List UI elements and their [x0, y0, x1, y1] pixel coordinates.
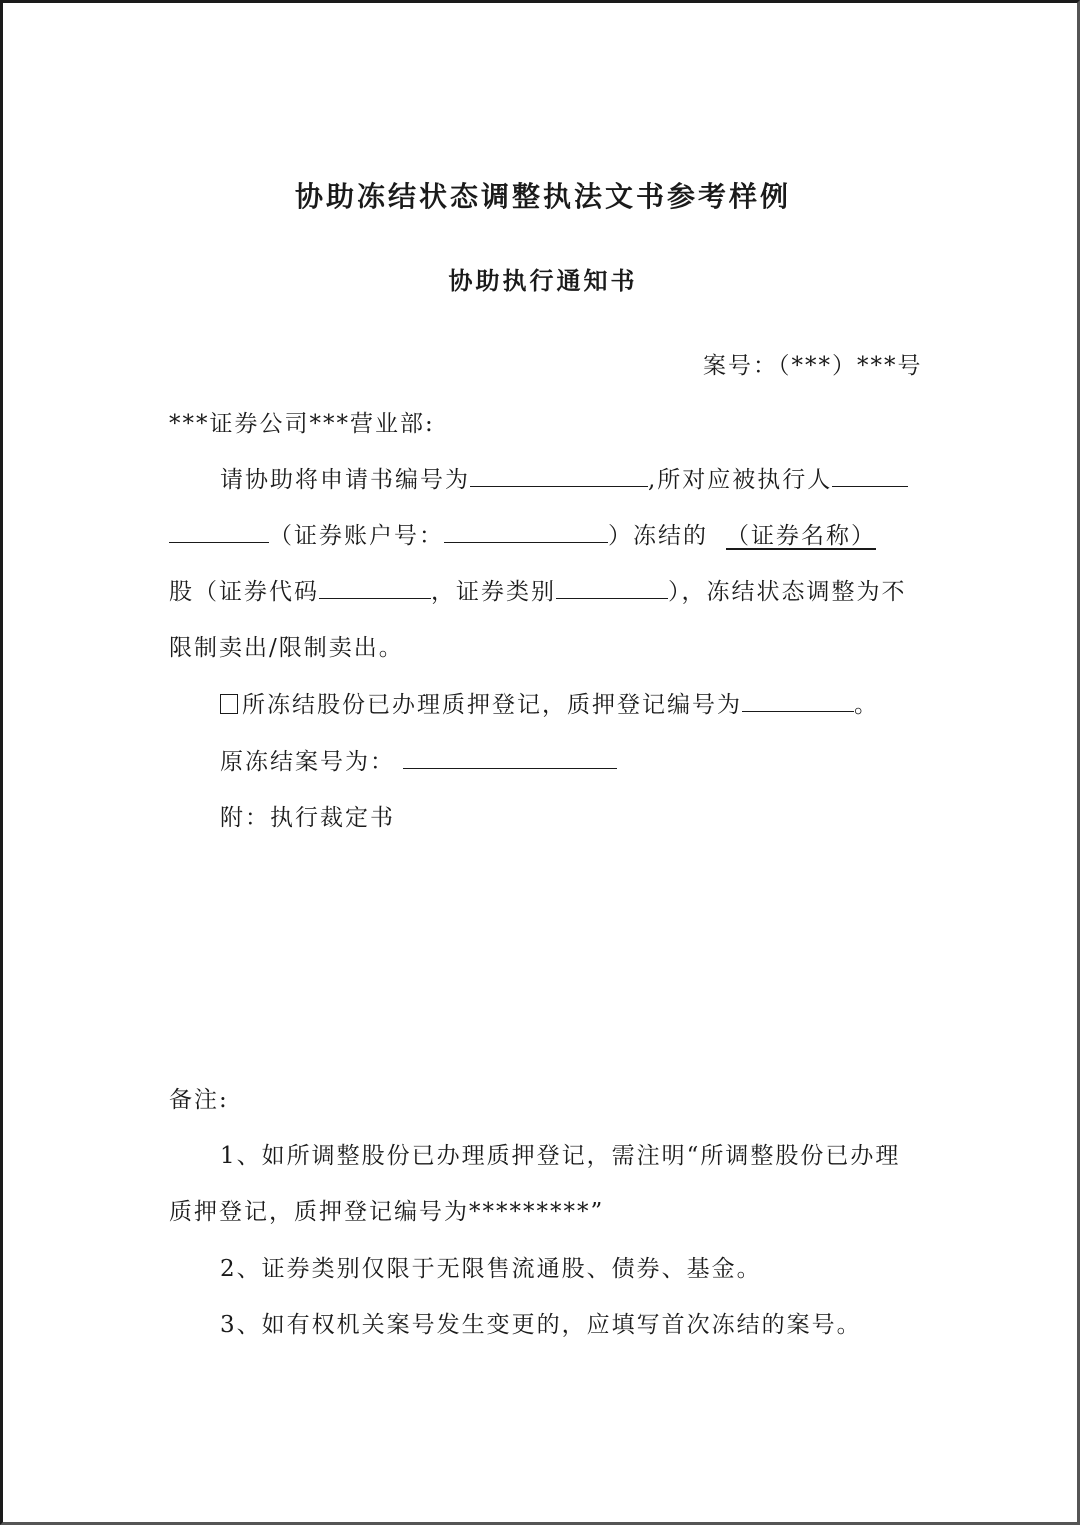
body-line-2	[169, 517, 904, 550]
document-subtitle: 协助执行通知书	[448, 266, 638, 295]
note-2: 2、证券类别仅限于无限售流通股、债券、基金。	[220, 1256, 762, 1282]
executee-blank[interactable]	[832, 466, 908, 487]
note-3: 3、如有权机关案号发生变更的，应填写首次冻结的案号。	[220, 1312, 862, 1338]
body-text: ，证券类别	[431, 579, 556, 605]
original-case-line	[220, 743, 617, 776]
security-name-field[interactable]: （证券名称）	[726, 523, 876, 549]
notes-heading: 备注:	[169, 1087, 229, 1113]
body-text: ），冻结状态调整为不	[668, 579, 907, 605]
attachment: 附：执行裁定书	[220, 805, 395, 831]
executee-blank-continued[interactable]	[169, 522, 269, 543]
addressee: ***证券公司***营业部:	[169, 411, 435, 437]
pledge-label: 所冻结股份已办理质押登记，质押登记编号为	[242, 692, 742, 718]
pledge-number-blank[interactable]	[742, 691, 854, 712]
application-number-blank[interactable]	[470, 466, 648, 487]
body-text: ,所对应被执行人	[648, 467, 833, 493]
note-1-line-2: 质押登记，质押登记编号为*********”	[169, 1199, 605, 1225]
body-line-1	[220, 461, 908, 494]
security-type-blank[interactable]	[556, 578, 668, 599]
security-code-blank[interactable]	[319, 578, 431, 599]
body-text: （证券账户号：	[269, 523, 444, 549]
document-title: 协助冻结状态调整执法文书参考样例	[294, 180, 791, 213]
pledge-checkbox[interactable]	[220, 694, 238, 714]
body-line-4: 限制卖出/限制卖出。	[169, 635, 404, 661]
original-case-label: 原冻结案号为：	[220, 749, 395, 775]
body-text: 股（证券代码	[169, 579, 319, 605]
original-case-number-blank[interactable]	[403, 748, 617, 769]
case-number: 案号：（***）***号	[703, 353, 923, 379]
securities-account-blank[interactable]	[444, 522, 608, 543]
body-text: 请协助将申请书编号为	[220, 467, 470, 493]
pledge-line	[220, 686, 879, 719]
body-text: ）冻结的	[608, 523, 708, 549]
body-line-3	[169, 573, 907, 606]
pledge-suffix: 。	[854, 692, 879, 718]
note-1-line-1: 1、如所调整股份已办理质押登记，需注明“所调整股份已办理	[220, 1143, 901, 1169]
